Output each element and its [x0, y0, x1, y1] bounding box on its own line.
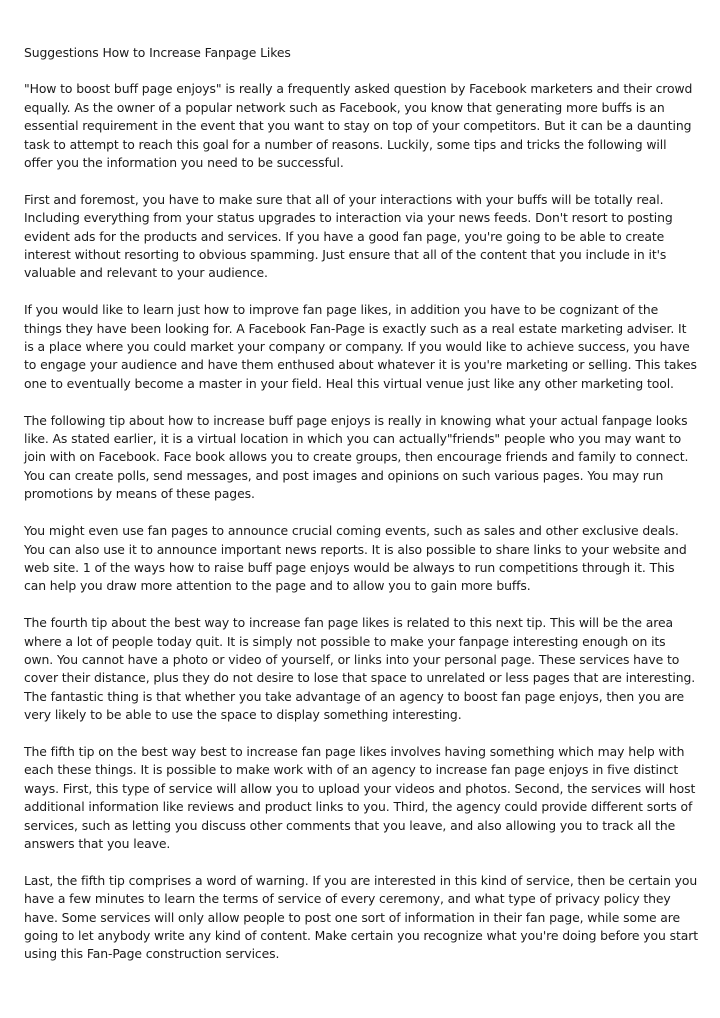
paragraph-7: The fifth tip on the best way best to increase fan page likes involves having something which may help with each these things. It is possible to make work with of an agency to increase fan page enjoys in five distinct ways. First, this type of service will allow you to upload your videos and photos. Second, the services will host additional information like reviews and product links to you. Third, the agency could provide different sorts of services, such as letting you discuss other comments that you leave, and also allowing you to track all the answers that you leave.	[24, 743, 696, 851]
paragraph-6: The fourth tip about the best way to increase fan page likes is related to this next tip. This will be the area where a lot of people today quit. It is simply not possible to make your fanpage interesting enough on its own. You cannot have a photo or video of yourself, or links into your personal page. These services have to cover their distance, plus they do not desire to lose that space to unrelated or less pages that are interesting. The fantastic thing is that whether you take advantage of an agency to boost fan page enjoys, then you are very likely to be able to use the space to display something interesting.	[24, 615, 696, 723]
paragraph-2: First and foremost, you have to make sure that all of your interactions with your buffs will be totally real. Including everything from your status upgrades to interaction via your news feeds. Don't resort to posting evident ads for the products and services. If you have a good fan page, you're going to be able to create interest without resorting to obvious spamming. Just ensure that all of the content that you include in it's valuable and relevant to your audience.	[24, 191, 673, 281]
paragraph-5: You might even use fan pages to announce crucial coming events, such as sales and other exclusive deals. You can also use it to announce important news reports. It is also possible to share links to your website and web site. 1 of the ways how to raise buff page enjoys would be always to run competitions through it. This can help you draw more attention to the page and to allow you to gain more buffs.	[24, 523, 687, 594]
paragraph-3: If you would like to learn just how to improve fan page likes, in addition you have to be cognizant of the things they have been looking for. A Facebook Fan-Page is exactly such as a real estate marketing adviser. It is a place where you could market your company or company. If you would like to achieve success, you have to engage your audience and have them enthused about whatever it is you're marketing or selling. This takes one to eventually become a master in your field. Heal this virtual venue just like any other marketing tool.	[24, 302, 697, 391]
document-title: Suggestions How to Increase Fanpage Likes	[24, 45, 291, 60]
paragraph-8: Last, the fifth tip comprises a word of warning. If you are interested in this kind of service, then be certain you have a few minutes to learn the terms of service of every ceremony, and what type of privacy policy they have. Some services will only allow people to post one sort of information in their fan page, while some are going to let anybody write any kind of content. Make certain you recognize what you're doing before you start using this Fan-Page construction services.	[24, 872, 698, 962]
paragraph-1: "How to boost buff page enjoys" is really a frequently asked question by Facebook marketers and their crowd equally. As the owner of a popular network such as Facebook, you know that generating more buffs is an essential requirement in the event that you want to stay on top of your competitors. But it can be a daunting task to attempt to reach this goal for a number of reasons. Luckily, some tips and tricks the following will offer you the information you need to be successful.	[24, 81, 693, 171]
paragraph-4: The following tip about how to increase buff page enjoys is really in knowing what your actual fanpage looks like. As stated earlier, it is a virtual location in which you can actually"friends" people who you may want to join with on Facebook. Face book allows you to create groups, then encourage friends and family to connect. You can create polls, send messages, and post images and opinions on such various pages. You may run promotions by means of these pages.	[24, 412, 689, 502]
